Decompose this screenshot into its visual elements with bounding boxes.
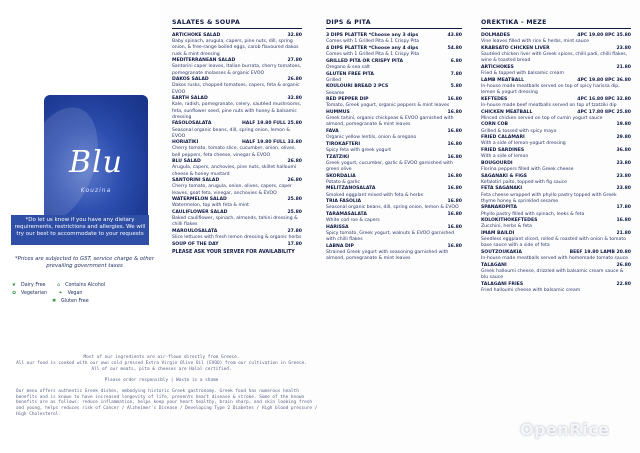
menu-item-description: Comes with 1 Grilled Pita & 1 Crispy Pita bbox=[326, 39, 420, 45]
menu-item-name: CAULIFLOWER SALAD bbox=[172, 210, 228, 216]
menu-item-price: 26.80 bbox=[287, 178, 302, 184]
menu-item-name: 4 DIPS PLATTER *Choose any 4 dips bbox=[326, 45, 419, 51]
menu-item-price: 23.80 bbox=[616, 45, 631, 51]
menu-item bbox=[481, 78, 631, 96]
menu-item-price: 26.80 bbox=[287, 77, 302, 83]
menu-item bbox=[172, 210, 302, 228]
menu-item bbox=[481, 161, 631, 173]
menu-item bbox=[172, 178, 302, 196]
menu-item-description: Seasonal organic beans, dill, spring onion, lemon & EVOO bbox=[172, 127, 290, 139]
menu-item-description: In-house made meatballs served on top of spicy harissa dip, lemon & yogurt dressing bbox=[481, 83, 620, 96]
menu-item-description: Greek halloumi cheese, drizzled with balsamic cream sauce & blu sauce bbox=[481, 268, 624, 281]
menu-item-description: Seedless eggplant sliced, rolled & roasted with onion & tomato base sauce with a side of feta bbox=[481, 237, 626, 249]
menu-item-price: 16.80 bbox=[447, 186, 462, 192]
legend-vegan: ❧ Vegan bbox=[58, 291, 83, 296]
menu-item-description: Baked cauliflower, spinach, almonds, tahini dressing & chilli flakes bbox=[172, 216, 298, 228]
menu-item-name: BOUGOURDI bbox=[481, 160, 513, 166]
menu-item-price: 16.80 bbox=[447, 224, 462, 230]
menu-item-name: MAROULOSALATA bbox=[172, 229, 218, 234]
menu-item-description: Potato & garlic bbox=[326, 179, 360, 185]
menu-item bbox=[326, 199, 462, 211]
menu-item-description: Feta cheese wrapped with phyllo pastry topped with Greek thyme honey & sprinkled sesame bbox=[481, 192, 617, 204]
dips-pita-column bbox=[326, 20, 462, 263]
salads-soups-column bbox=[172, 20, 302, 256]
footer-notes bbox=[4, 355, 319, 423]
availability-note: PLEASE ASK YOUR SERVER FOR AVAILABILITY bbox=[172, 249, 295, 255]
menu-item-price: 29.80 bbox=[616, 135, 631, 141]
menu-item-price: 4PC 17.80 8PC 25.80 bbox=[577, 109, 631, 115]
menu-item-price: 23.80 bbox=[616, 186, 631, 192]
logo-title: Blu bbox=[69, 145, 123, 180]
menu-item bbox=[481, 122, 631, 134]
allergy-notice: *Do let us know if you have any dietary requirements, restrictions and allergies. We will try our best to accommodate to your requests bbox=[11, 215, 149, 245]
menu-item-price: 27.80 bbox=[287, 58, 302, 64]
menu-item bbox=[481, 174, 631, 186]
menu-item-price: 16.80 bbox=[447, 154, 462, 160]
menu-item-name: LABNA DIP bbox=[326, 243, 354, 249]
menu-item-description: Fried halloumi cheese with balsamic cream bbox=[481, 287, 581, 293]
logo-subtitle: Kouzina bbox=[80, 187, 112, 194]
menu-item bbox=[172, 242, 302, 248]
menu-item-price: 22.80 bbox=[616, 281, 631, 287]
menu-item-name: 3 DIPS PLATTER *Choose any 3 dips bbox=[326, 33, 419, 39]
menu-item bbox=[326, 33, 462, 45]
menu-item bbox=[326, 225, 462, 243]
menu-item-description: Spicy feta with greek yogurt bbox=[326, 147, 392, 153]
footer-line: All of our meats, pita & cheeses are Halal certified. bbox=[91, 366, 232, 372]
menu-item-price: 21.80 bbox=[616, 231, 631, 236]
menu-item-name: HORIATIKI bbox=[172, 140, 199, 146]
menu-item-description: Phyllo pastry filled with spinach, leeks & feta bbox=[481, 211, 585, 217]
menu-item bbox=[481, 46, 631, 64]
menu-item-name: ARTICHOKES bbox=[481, 64, 514, 70]
menu-item-name: FETA SAGANAKI bbox=[481, 186, 523, 192]
menu-item-description: Greek tahini, organic chickpeas & EVOO garnished with almond, pomegranate & mint leaves bbox=[326, 116, 454, 128]
menu-item bbox=[481, 148, 631, 160]
menu-item-price: 16.80 bbox=[447, 173, 462, 179]
menu-item-name: FRIED CALAMARI bbox=[481, 135, 525, 141]
menu-item-description: With a side of lemon bbox=[481, 154, 529, 160]
menu-item-description: Dakos rusks, chopped tomatoes, capers, feta & organic EVOO bbox=[172, 83, 300, 95]
menu-item-price: 4PC 16.80 8PC 32.80 bbox=[577, 96, 631, 102]
menu-item-price: 27.80 bbox=[287, 229, 302, 234]
menu-item bbox=[481, 231, 631, 249]
menu-item-name: TRIA FASOLIA bbox=[326, 199, 362, 205]
menu-item bbox=[326, 244, 462, 262]
menu-item-name: CHICKEN MEATBALL bbox=[481, 109, 533, 115]
menu-item bbox=[481, 97, 631, 109]
menu-item-description: With a side of lemon-yogurt dressing bbox=[481, 141, 566, 147]
menu-item-description: Grilled & tossed with spicy mayo bbox=[481, 128, 557, 134]
section-heading: DIPS & PITA bbox=[326, 20, 462, 29]
menu-item bbox=[172, 197, 302, 209]
menu-item-price: 25.80 bbox=[287, 197, 302, 203]
menu-item-header bbox=[172, 242, 302, 248]
menu-item-name: SOUP OF THE DAY bbox=[172, 241, 219, 247]
menu-item-name: DOLMADES bbox=[481, 33, 511, 39]
menu-item-price: 7.80 bbox=[450, 71, 462, 77]
menu-item bbox=[326, 46, 462, 58]
menu-item-description: Seasonal organic beans, dill, spring onion, lemon & EVOO bbox=[326, 205, 459, 211]
menu-item-description: Sesame bbox=[326, 90, 345, 96]
menu-item bbox=[172, 140, 302, 158]
menu-item-price: 16.80 bbox=[447, 97, 462, 103]
menu-item bbox=[326, 59, 462, 71]
menu-item-name: TALAGANI bbox=[481, 262, 507, 268]
menu-item bbox=[326, 110, 462, 128]
menu-item-name: KRABSATO CHICKEN LIVER bbox=[481, 45, 550, 51]
menu-item bbox=[326, 129, 462, 141]
menu-item bbox=[481, 186, 631, 204]
menu-item bbox=[326, 174, 462, 186]
menu-item-description: Florina peppers filled with Greek cheese bbox=[481, 166, 574, 172]
menu-item-name: DAKOS SALAD bbox=[172, 77, 209, 83]
menu-item-price: 26.80 bbox=[616, 262, 631, 268]
menu-item bbox=[326, 155, 462, 173]
menu-item-price: 36.80 bbox=[616, 147, 631, 153]
menu-item-name: ARTICHOKE SALAD bbox=[172, 33, 221, 39]
menu-item-description: Vine leaves filled with rice & herbs, mint sauce bbox=[481, 39, 589, 45]
menu-item-description: In-house made beef meatballs served on top of tzatziki dip bbox=[481, 102, 617, 108]
menu-item-price: 16.80 bbox=[447, 199, 462, 205]
menu-item-name: FASOLOSALATA bbox=[172, 121, 212, 127]
menu-item bbox=[326, 97, 462, 109]
menu-item-name: SANTORINI SALAD bbox=[172, 178, 220, 184]
menu-item-description: In-house made meatballs served with homemade tomato sauce bbox=[481, 256, 628, 262]
footer-line: Please order responsibly | Waste is a shame bbox=[104, 377, 219, 383]
legend-alcohol: ⌂ Contains Alcohol bbox=[57, 283, 106, 288]
menu-item-name: SKORDALIA bbox=[326, 173, 356, 179]
menu-item bbox=[481, 218, 631, 230]
menu-item-price: 17.80 bbox=[287, 241, 302, 247]
menu-item-price: 26.80 bbox=[287, 159, 302, 165]
menu-item-price: 23.80 bbox=[616, 160, 631, 166]
footer-story: Our menu offers authentic Greek dishes, embodying historic Greek gastronomy. Greek food has numerous health benefits and is known to have increased longevity of life, prevents heart disease & stroke. Some of the known benefits are as follows: reduce inflammation, helps keep your heart healthy, brain sharp, and skin looking fresh and young, helps reduces risk of Cancer / Alzheimer's Disease / Developing Type 2 Diabetes / High blood pressure / High Cholesterol. bbox=[16, 388, 318, 418]
menu-item-name: TZATZIKI bbox=[326, 154, 350, 160]
menu-item-name: KOLOKITHOKEFTEDES bbox=[481, 218, 538, 224]
menu-item-name: IMAM BAILDI bbox=[481, 231, 515, 236]
menu-item bbox=[172, 96, 302, 121]
glass-icon: ⌂ bbox=[57, 283, 61, 288]
section-heading: OREKTIKA - MEZE bbox=[481, 20, 631, 29]
menu-item-price: 54.80 bbox=[447, 45, 462, 51]
menu-item-description: Santorini caper leaves, Italian burrata, cherry tomatoes, pomegranate molasses & organic EVOO bbox=[172, 64, 302, 76]
menu-item-description: Slice lettuces with fresh lemon dressing & organic herbs bbox=[172, 235, 302, 241]
menu-item bbox=[172, 121, 302, 139]
menu-item bbox=[326, 72, 462, 84]
menu-item-price: 17.80 bbox=[616, 205, 631, 211]
menu-item-description: Greek yogurt, cucumber, garlic & EVOO garnished with green olive bbox=[326, 160, 453, 172]
menu-item-description: Comes with 1 Grilled Pita & 1 Crispy Pita bbox=[326, 52, 420, 58]
menu-item-description: Strained Greek yogurt with seasoning garnished with almond, pomegranate & mint leaves bbox=[326, 249, 449, 262]
menu-item-name: MEDITERRANEAN SALAD bbox=[172, 58, 236, 64]
menu-item-name: FRIED SARDINES bbox=[481, 147, 525, 153]
menu-item-price: 16.80 bbox=[616, 218, 631, 224]
menu-item-description: Spicy tomato, Greek yogurt, walnuts & EVOO garnished with chilli flakes bbox=[326, 231, 455, 243]
menu-item-price: 16.80 bbox=[447, 110, 462, 116]
menu-item-name: KEFTEDES bbox=[481, 96, 508, 102]
menu-item-price: 4PC 19.80 8PC 35.80 bbox=[577, 33, 631, 39]
menu-item-price: 23.80 bbox=[616, 173, 631, 179]
menu-item bbox=[481, 110, 631, 122]
menu-item bbox=[481, 250, 631, 262]
section-heading: SALATES & SOUPA bbox=[172, 20, 302, 29]
menu-item-name: GLUTEN FREE PITA bbox=[326, 71, 374, 77]
menu-item-price: HALF 19.80 FULL 33.80 bbox=[241, 140, 302, 146]
menu-item bbox=[326, 186, 462, 198]
footer-line: Most of our ingredients are air-flown directly from Greece. bbox=[83, 355, 240, 360]
menu-item-description: Kale, radish, pomegranate, celery, sautéed mushrooms, feta, sunflower seed, pine nuts with honey & balsamic dressing bbox=[172, 102, 302, 120]
menu-item-name: SAGANAKI & FIGS bbox=[481, 173, 527, 179]
menu-item-name: LAMB MEATBALL bbox=[481, 77, 525, 83]
menu-item-price: 16.80 bbox=[447, 212, 462, 218]
footer-line: All our food is cooked with our own cold pressed Extra Virgin Olive Oil (EVOO) from our cultivation in Greece. bbox=[16, 360, 307, 366]
menu-item bbox=[481, 263, 631, 281]
menu-item-description: Tomato, Greek yogurt, organic peppers & mint leaves bbox=[326, 103, 450, 109]
legend-dairy-free: ❦ Dairy Free bbox=[12, 283, 46, 288]
menu-item-description: Organic yellow lentils, onion & oregano bbox=[326, 135, 417, 141]
menu-item bbox=[326, 212, 462, 224]
menu-item-price: 19.80 bbox=[616, 122, 631, 128]
menu-item-name: GRILLED PITA OR CRISPY PITA bbox=[326, 58, 404, 64]
menu-item-name: RED PEPPER DIP bbox=[326, 97, 369, 103]
menu-item bbox=[172, 229, 302, 241]
menu-item-name: TARAMASALATA bbox=[326, 212, 367, 218]
menu-item-name: FAVA bbox=[326, 129, 339, 134]
menu-item-description: Smoked eggplant mixed with feta & herbs bbox=[326, 192, 423, 198]
menu-item-price: 4PC 19.80 8PC 36.80 bbox=[577, 77, 631, 83]
menu-item bbox=[481, 65, 631, 77]
menu-item-description: Sautéed chicken liver with Greek spices, chilli padi, chilli flakes, wine & toasted bread bbox=[481, 52, 628, 64]
menu-item-price: 16.80 bbox=[447, 141, 462, 147]
menu-item-name: WATERMELON SALAD bbox=[172, 197, 227, 203]
menu-item bbox=[172, 159, 302, 177]
menu-item-description: Kefalotiri paito, topped with fig sauce bbox=[481, 179, 567, 185]
menu-item bbox=[326, 84, 462, 96]
menu-item-price: 21.80 bbox=[616, 64, 631, 70]
dietary-legend bbox=[12, 282, 157, 306]
menu-item-description: Fried & topped with balsamic cream bbox=[481, 71, 564, 77]
menu-item-price: 25.80 bbox=[287, 210, 302, 216]
menu-item bbox=[172, 33, 302, 58]
menu-item-price: BEEF 19.80 LAMB 20.80 bbox=[569, 249, 631, 255]
menu-item-price: 16.80 bbox=[447, 129, 462, 134]
menu-item-description: Arugula, capers, anchovies, pine nuts, skillet halloumi cheese & honey mustard bbox=[172, 165, 297, 177]
leaf-icon: ❦ bbox=[12, 283, 17, 288]
menu-item-name: TALAGANI FRIES bbox=[481, 281, 524, 287]
menu-item-price: 16.80 bbox=[447, 243, 462, 249]
sprout-icon: ❧ bbox=[58, 291, 63, 296]
menu-item-price: 5.80 bbox=[450, 84, 462, 90]
legend-vegetarian: ✿ Vegetarian bbox=[12, 291, 47, 296]
watermark: OpenRice bbox=[520, 420, 610, 439]
orektika-meze-column bbox=[481, 20, 631, 295]
leaf-icon: ✿ bbox=[12, 291, 17, 296]
gst-notice: *Prices are subjected to GST, service charge & other prevailing government taxes bbox=[15, 256, 154, 269]
menu-item-name: MELITZANOSALATA bbox=[326, 186, 376, 192]
menu-item-description: Oregano & sea salt bbox=[326, 64, 370, 70]
menu-item bbox=[481, 282, 631, 294]
menu-item-name: HUMMUS bbox=[326, 110, 350, 116]
menu-item-description: Cherry tomato, tomato slice, cucumber, onion, olives, bell peppers, feta cheese, vinegar & EVOO bbox=[172, 146, 296, 158]
menu-item bbox=[481, 33, 631, 45]
menu-item bbox=[172, 58, 302, 76]
menu-item-name: CORN COB bbox=[481, 122, 509, 128]
menu-item-name: SOUTZOUKAKIA bbox=[481, 249, 522, 255]
menu-item-description: Baby spinach, arugula, capers, pine nuts, dill, spring onion, & free-range boiled eggs, carob flavoured dakos rusk & mint dressing bbox=[172, 39, 299, 57]
menu-item-description: Grilled bbox=[326, 77, 342, 83]
menu-item-description: Minced chicken served on top of cumin yogurt sauce bbox=[481, 115, 603, 121]
menu-item-price: 32.80 bbox=[287, 33, 302, 39]
legend-gluten-free: ✱ Gluten Free bbox=[52, 299, 89, 304]
menu-item bbox=[172, 77, 302, 95]
menu-item-name: HARISSA bbox=[326, 224, 349, 230]
menu-item-description: Watermelon, top with feta & mint bbox=[172, 203, 249, 209]
menu-item-name: TIROKAFTERI bbox=[326, 141, 361, 147]
menu-item-name: EARTH SALAD bbox=[172, 96, 208, 102]
menu-item bbox=[326, 142, 462, 154]
menu-item-price: 32.80 bbox=[287, 96, 302, 102]
menu-item-description: Zucchini, herbs & feta bbox=[481, 224, 532, 230]
menu-item-description: Cherry tomato, arugula, onion, olives, capers, caper leaves, goat feta, vinegar, anchovies & EVOO bbox=[172, 184, 292, 196]
menu-item bbox=[481, 205, 631, 217]
menu-item-name: KOULOURI BREAD 2 PCS bbox=[326, 84, 389, 90]
menu-item-description: White cod roe & capers bbox=[326, 218, 380, 224]
menu-item-price: 43.80 bbox=[447, 33, 462, 39]
menu-item bbox=[481, 135, 631, 147]
menu-item-price: HALF 19.80 FULL 25.80 bbox=[241, 121, 302, 127]
menu-item-price: 6.80 bbox=[450, 58, 462, 64]
wheat-icon: ✱ bbox=[52, 299, 57, 304]
menu-item-name: BLU SALAD bbox=[172, 159, 201, 165]
menu-item-name: SPANAKOPITA bbox=[481, 205, 517, 211]
